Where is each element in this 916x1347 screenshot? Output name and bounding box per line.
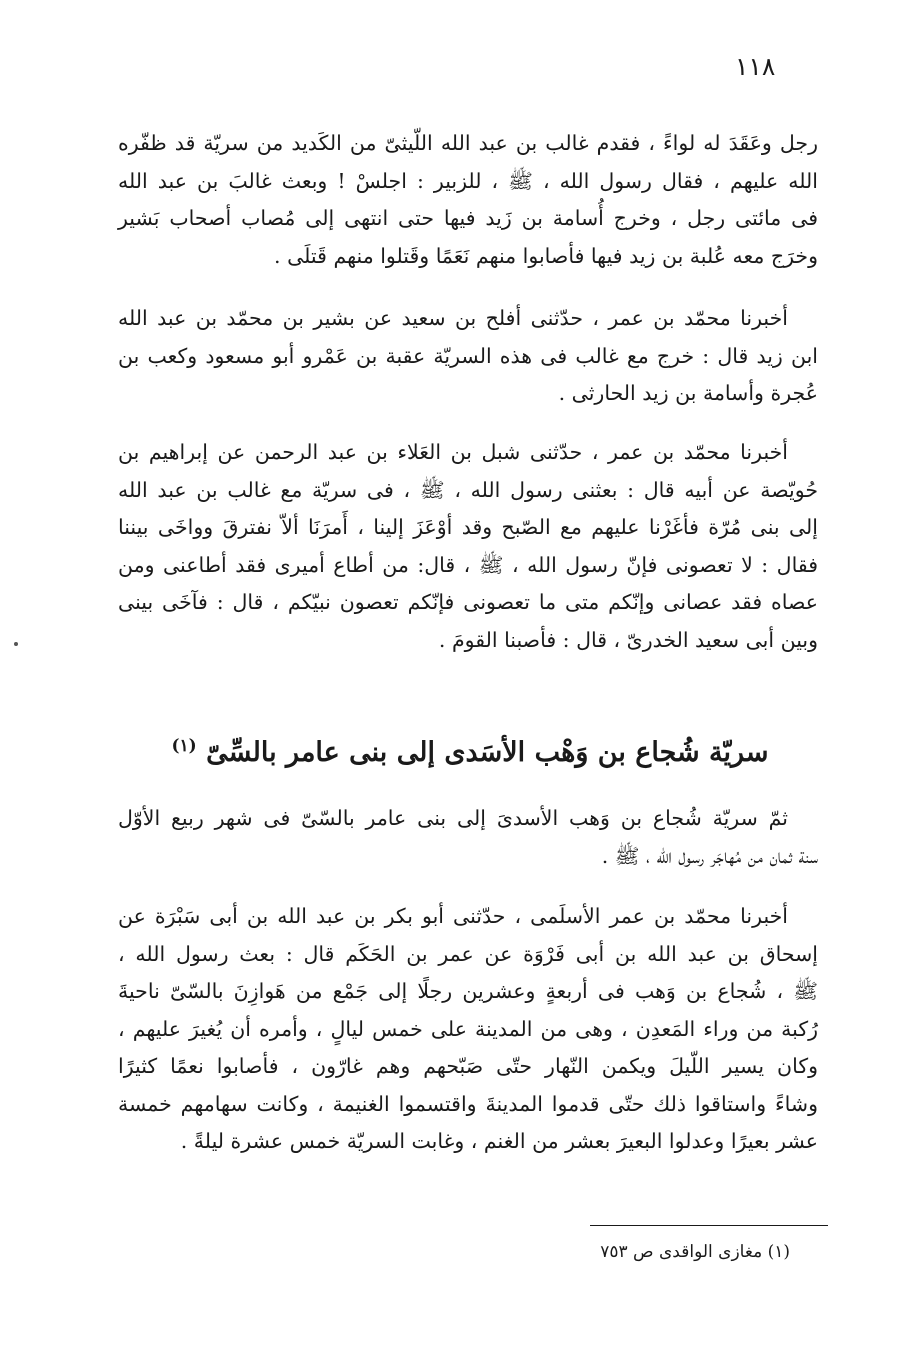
text-line: ثمّ سريّة شُجاع بن وَهب الأسدىَ إلى بنى عامر بالسّىّ فى شهر ربيع الأوّل bbox=[118, 806, 788, 830]
paragraph-aslami-report bbox=[118, 898, 818, 1161]
text-line: عصاه فقد عصانى وإنّكم متى ما تعصونى فإنّكم تعصون نبيّكم ، قال : فآخَى بينى bbox=[118, 590, 818, 614]
text-line: حُويّصة عن أبيه قال : بعثنى رسول الله ، ﷺ ، فى سريّة مع غالب بن عبد الله bbox=[118, 477, 818, 502]
text-line: رجل وعَقَدَ له لواءً ، فقدم غالب بن عبد الله اللّيثىّ من الكَديد من سريّة قد ظفّره bbox=[118, 131, 818, 155]
page-number: ١١٨ bbox=[735, 52, 776, 81]
paragraph-aflah-report bbox=[118, 300, 818, 413]
paragraph-shibl-report bbox=[118, 434, 818, 659]
text-line: رُكبة من وراء المَعدِن ، وهى من المدينة على خمس ليالٍ ، وأمره أن يُغيرَ عليهم ، bbox=[118, 1016, 818, 1041]
text-line: وبين أبى سعيد الخدرىّ ، قال : فأصبنا القومَ . bbox=[438, 627, 818, 652]
text-line: فى مائتى رجل ، وخرج أُسامة بن زَيد فيها حتى انتهى إلى مُصاب أصحاب بَشير bbox=[118, 206, 818, 230]
text-line: فقال : لا تعصونى فإنّ رسول الله ، ﷺ ، قال: من أطاع أميرى فقد أطاعنى ومن bbox=[118, 552, 818, 577]
text-line: الله عليهم ، فقال رسول الله ، ﷺ ، للزبير : اجلسْ ! وبعث غالبَ بن عبد الله bbox=[118, 168, 818, 193]
text-line: أخبرنا محمّد بن عمر الأسلَمى ، حدّثنى أبو بكر بن عبد الله بن أبى سَبْرَة عن bbox=[118, 904, 788, 928]
section-heading bbox=[160, 724, 780, 775]
text-line: ابن زيد قال : خرج مع غالب فى هذه السريّة عقبة بن عَمْرو أبو مسعود وكعب بن bbox=[118, 343, 818, 368]
footnote: (١) مغازى الواقدى ص ٧٥٣ bbox=[600, 1242, 790, 1262]
text-line: وكان يسير اللّيلَ ويكمن النّهار حتّى صَبّحهم وهم غارّون ، فأصابوا نعمًا كثيرًا bbox=[118, 1054, 818, 1078]
text-line: أخبرنا محمّد بن عمر ، حدّثنى أفلح بن سعيد عن بشير بن محمّد بن عبد الله bbox=[118, 306, 788, 330]
paragraph-continuation bbox=[118, 125, 818, 275]
text-line: عُجرة وأسامة بن زيد الحارثى . bbox=[558, 381, 818, 405]
paragraph-expedition-intro bbox=[118, 800, 818, 875]
margin-speck bbox=[14, 642, 18, 646]
text-line: ﷺ ، شُجاع بن وَهب فى أربعةٍ وعشرين رجلًا إلى جَمْع من هَوازِنَ بالسّىّ ناحيةَ bbox=[118, 979, 818, 1003]
text-line: إلى بنى مُرّة فأغَرْنا عليهم مع الصّبح وقد أوْعَزَ إلينا ، أَمرَنَا ألاّ نفترقَ وواخَى بيننا bbox=[118, 515, 818, 539]
heading-text: سريّة شُجاع بن وَهْب الأسَدى إلى بنى عامر بالسِّىّ bbox=[206, 737, 769, 768]
text-line: وشاءً واستاقوا ذلك حتّى قدموا المدينةَ واقتسموا الغنيمة ، وكانت سهامهم خمسة bbox=[118, 1091, 818, 1116]
footnote-divider bbox=[590, 1225, 828, 1226]
text-line: إسحاق بن عبد الله بن أبى فَرْوَة عن عمر بن الحَكَم قال : بعث رسول الله ، bbox=[118, 941, 818, 966]
text-line: سنة ثمان من مُهاجَر رسول الله ، ﷺ . bbox=[601, 843, 818, 868]
text-line: وخرَج معه عُلبة بن زيد فيها فأصابوا منهم نَعَمًا وقَتلوا منهم قَتلَى . bbox=[274, 243, 818, 268]
footnote-reference: (١) bbox=[171, 736, 197, 756]
text-line: عشر بعيرًا وعدلوا البعيرَ بعشر من الغنم ، وغابت السريّة خمس عشرة ليلةً . bbox=[180, 1129, 818, 1153]
text-line: أخبرنا محمّد بن عمر ، حدّثنى شبل بن العَلاء بن عبد الرحمن عن إبراهيم بن bbox=[118, 440, 788, 464]
